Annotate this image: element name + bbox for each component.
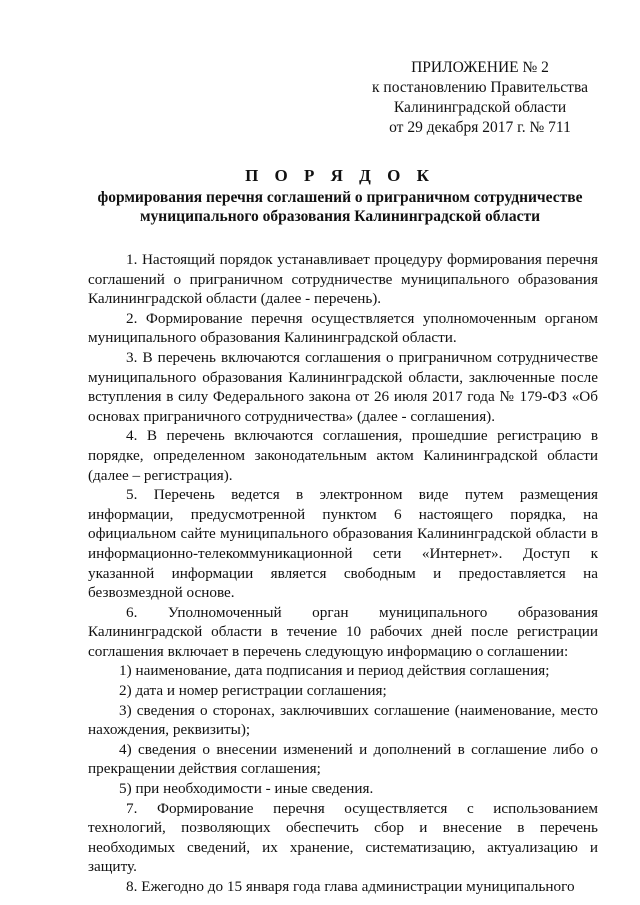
paragraph-7: 7. Формирование перечня осуществляется с использованием технологий, позволяющих обеспечить сбор и внесение в перечень необходимых сведений, их хранение, систематизацию, актуализацию и защиту. [88, 799, 598, 876]
paragraph-6: 6. Уполномоченный орган муниципального образования Калининградской области в течение 10 рабочих дней после регистрации соглашения включает в перечень следующую информацию о соглашении: [88, 603, 598, 660]
appendix-header [340, 58, 620, 138]
list-item-3: 3) сведения о сторонах, заключивших соглашение (наименование, место нахождения, реквизиты); [88, 701, 598, 739]
document-body [88, 250, 598, 897]
list-item-2: 2) дата и номер регистрации соглашения; [119, 682, 387, 700]
list-item-1: 1) наименование, дата подписания и период действия соглашения; [119, 662, 550, 680]
list-item-5: 5) при необходимости - иные сведения. [119, 780, 374, 798]
appendix-title: ПРИЛОЖЕНИЕ № 2 [411, 59, 549, 76]
document-title-block [60, 164, 620, 226]
document-title: П О Р Я Д О К [245, 166, 435, 185]
document-subtitle-line: муниципального образования Калининградской области [139, 208, 541, 225]
list-item-4: 4) сведения о внесении изменений и дополнений в соглашение либо о прекращении действия соглашения; [88, 740, 598, 778]
appendix-line: от 29 декабря 2017 г. № 711 [389, 119, 571, 136]
appendix-line: Калининградской области [393, 99, 567, 116]
paragraph-8: 8. Ежегодно до 15 января года глава администрации муниципального [126, 878, 575, 895]
paragraph-2: 2. Формирование перечня осуществляется уполномоченным органом муниципального образования Калининградской области. [88, 309, 598, 347]
document-subtitle-line: формирования перечня соглашений о приграничном сотрудничестве [97, 189, 583, 206]
paragraph-5: 5. Перечень ведется в электронном виде путем размещения информации, предусмотренной пунктом 6 настоящего порядка, на официальном сайте муниципального образования Калининградской области в информационно-телекоммуникационной сети «Интернет». Доступ к указанной информации является свободным и предоставляется на безвозмездной основе. [88, 486, 598, 602]
paragraph-3: 3. В перечень включаются соглашения о приграничном сотрудничестве муниципального образования Калининградской области, заключенные после вступления в силу Федерального закона от 26 июля 2017 года № 179-ФЗ «Об основах приграничного сотрудничества» (далее - соглашения). [88, 348, 598, 425]
appendix-line: к постановлению Правительства [372, 79, 588, 96]
paragraph-1: 1. Настоящий порядок устанавливает процедуру формирования перечня соглашений о приграничном сотрудничестве муниципального образования Калининградской области (далее - перечень). [88, 251, 598, 308]
paragraph-4: 4. В перечень включаются соглашения, прошедшие регистрацию в порядке, определенном законодательным актом Калининградской области (далее – регистрация). [88, 427, 598, 484]
